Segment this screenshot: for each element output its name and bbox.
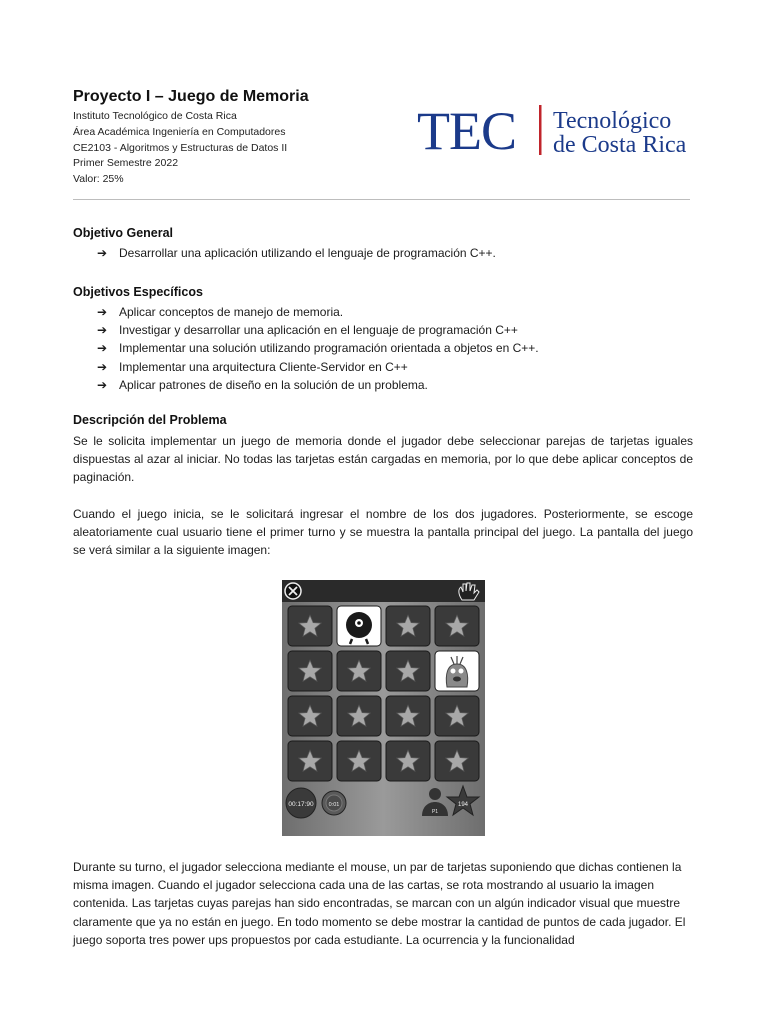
score-text: 194 [457, 802, 469, 808]
arrow-icon: ➔ [97, 359, 108, 374]
card[interactable] [337, 651, 381, 691]
card[interactable] [288, 741, 332, 781]
card[interactable] [288, 696, 332, 736]
card[interactable] [386, 696, 430, 736]
card[interactable] [337, 741, 381, 781]
tec-logo-line2: de Costa Rica [553, 132, 687, 158]
arrow-icon: ➔ [97, 341, 108, 356]
list-item: ➔ Aplicar patrones de diseño en la solución de un problema. [97, 376, 539, 394]
card[interactable] [386, 606, 430, 646]
document-title: Proyecto I – Juego de Memoria [73, 88, 309, 105]
list-item: ➔ Aplicar conceptos de manejo de memoria. [97, 303, 539, 321]
list-objetivos-especificos [97, 303, 539, 394]
heading-objetivo-general: Objetivo General [73, 226, 174, 240]
heading-objetivos-especificos: Objetivos Específicos [73, 285, 203, 299]
card-revealed-alien[interactable] [435, 651, 479, 691]
arrow-icon: ➔ [97, 246, 108, 260]
card[interactable] [386, 651, 430, 691]
header-divider [73, 199, 690, 200]
arrow-icon: ➔ [97, 305, 108, 319]
card-revealed-monster[interactable] [337, 606, 381, 646]
list-item: ➔ Investigar y desarrollar una aplicación en el lenguaje de programación C++ [97, 321, 539, 339]
card[interactable] [435, 741, 479, 781]
arrow-icon: ➔ [97, 323, 108, 338]
meta-value: Valor: 25% [73, 173, 124, 186]
list-item: ➔ Desarrollar una aplicación utilizando el lenguaje de programación C++. [97, 244, 496, 262]
paragraph-3: Durante su turno, el jugador selecciona mediante el mouse, un par de tarjetas suponiendo que dichas contienen la misma imagen. Cuando el jugador selecciona cada una de las cartas, se rota mostrando al usuario la imagen contenida. Las tarjetas cuyas parejas han sido encontradas, se marcan con un algún indicador visual que muestre claramente que ya no están en juego. En todo momento se debe mostrar la cantidad de puntos de cada jugador. El juego soporta tres power ups propuestos por cada estudiante. La ocurrencia y la funcionalidad [73, 860, 686, 947]
card[interactable] [288, 606, 332, 646]
meta-institution: Instituto Tecnológico de Costa Rica [73, 110, 237, 122]
card[interactable] [337, 696, 381, 736]
list-item: ➔ Implementar una solución utilizando programación orientada a objetos en C++. [97, 339, 539, 357]
card[interactable] [435, 696, 479, 736]
close-icon [285, 583, 301, 599]
card[interactable] [435, 606, 479, 646]
timer-badge [286, 788, 316, 818]
tec-logo [417, 101, 693, 161]
meta-course: CE2103 - Algoritmos y Estructuras de Datos II [73, 141, 288, 154]
paragraph-1: Se le solicita implementar un juego de memoria donde el jugador debe seleccionar parejas de tarjetas iguales dispuestas al azar al iniciar. No todas las tarjetas están cargadas en memoria, por lo que debe aplicar conceptos de paginación. [73, 434, 693, 485]
timer-text: 00:17:90 [288, 801, 314, 808]
memory-game-screenshot [282, 580, 485, 836]
tec-logo-mark: TEC [417, 101, 516, 161]
meta-semester: Primer Semestre 2022 [73, 157, 179, 170]
arrow-icon: ➔ [97, 377, 108, 392]
counter-text: 0:01 [328, 802, 340, 808]
heading-descripcion: Descripción del Problema [73, 413, 227, 427]
card[interactable] [288, 651, 332, 691]
card[interactable] [386, 741, 430, 781]
list-item: ➔ Implementar una arquitectura Cliente-Servidor en C++ [97, 358, 539, 376]
tec-logo-line1: Tecnológico [553, 108, 672, 134]
paragraph-2: Cuando el juego inicia, se le solicitará ingresar el nombre de los dos jugadores. Posteriormente, se escoge aleatoriamente cual usuario tiene el primer turno y se muestra la pantalla principal del juego. La pantalla del juego se verá similar a la siguiente imagen: [73, 507, 693, 558]
list-objetivo-general [97, 244, 496, 262]
tec-logo-divider [539, 105, 542, 155]
game-top-bar [282, 580, 485, 602]
player-label: P1 [431, 809, 439, 815]
meta-area: Área Académica Ingeniería en Computadores [73, 125, 286, 138]
header-meta [73, 109, 287, 188]
counter-badge [322, 791, 346, 815]
